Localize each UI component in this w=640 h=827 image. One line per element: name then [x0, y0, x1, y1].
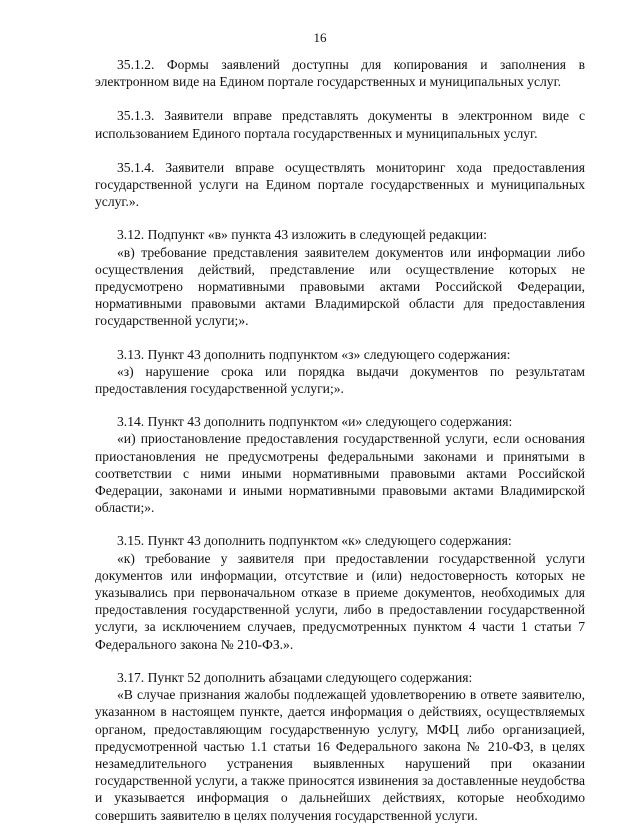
- paragraph-3-12-heading: 3.12. Подпункт «в» пункта 43 изложить в следующей редакции:: [117, 227, 487, 243]
- paragraph-3-14-heading: 3.14. Пункт 43 дополнить подпунктом «и» следующего содержания:: [117, 414, 513, 430]
- paragraph-35-1-2: 35.1.2. Формы заявлений доступны для копирования и заполнения в электронном виде на Едином портале государственных и муниципальных услуг.: [95, 57, 585, 90]
- paragraph-3-13-heading: 3.13. Пункт 43 дополнить подпунктом «з» следующего содержания:: [117, 346, 511, 362]
- paragraph-3-17-heading: 3.17. Пункт 52 дополнить абзацами следующего содержания:: [117, 669, 473, 685]
- paragraph-3-17-text: «В случае признания жалобы подлежащей удовлетворению в ответе заявителю, указанном в настоящем пункте, дается информация о действиях, осуществляемых органом, предоставляющим государственную услугу, МФЦ либо организацией, предусмотренной частью 1.1 статьи 16 Федерального закона № 210-ФЗ, в целях незамедлительного устранения выявленных нарушений при оказании государственной услуги, а также приносятся извинения за доставленные неудобства и указывается информация о дальнейших действиях, которые необходимо совершить заявителю в целях получения государственной услуги.: [95, 687, 585, 823]
- page-number: 16: [313, 30, 327, 45]
- paragraph-35-1-3: 35.1.3. Заявители вправе представлять документы в электронном виде с использованием Единого портала государственных и муниципальных услуг.: [95, 108, 585, 141]
- paragraph-3-15-heading: 3.15. Пункт 43 дополнить подпунктом «к» следующего содержания:: [117, 533, 512, 549]
- paragraph-3-12-text: «в) требование представления заявителем документов или информации либо осуществления действий, представление или осуществление которых не предусмотрено нормативными правовыми актами Российской Федерации, нормативными правовыми актами Владимирской области для предоставления государственной услуги;».: [95, 244, 585, 329]
- paragraph-3-15-text: «к) требование у заявителя при предоставлении государственной услуги документов или информации, отсутствие и (или) недостоверность которых не указывались при первоначальном отказе в приеме документов, необходимых для предоставления государственной услуги, либо в предоставлении государственной услуги, за исключением случаев, предусмотренных пунктом 4 части 1 статьи 7 Федерального закона № 210-ФЗ.».: [95, 550, 585, 652]
- document-body: [95, 56, 585, 824]
- paragraph-3-14-text: «и) приостановление предоставления государственной услуги, если основания приостановления не предусмотрены федеральными законами и принятыми в соответствии с ними иными нормативными правовыми актами Российской Федерации, законами и иными нормативными правовыми актами Владимирской области;».: [95, 431, 585, 516]
- paragraph-35-1-4: 35.1.4. Заявители вправе осуществлять мониторинг хода предоставления государственной услуги на Едином портале государственных и муниципальных услуг.».: [95, 159, 585, 210]
- paragraph-3-13-text: «з) нарушение срока или порядка выдачи документов по результатам предоставления государственной услуги;».: [95, 363, 585, 397]
